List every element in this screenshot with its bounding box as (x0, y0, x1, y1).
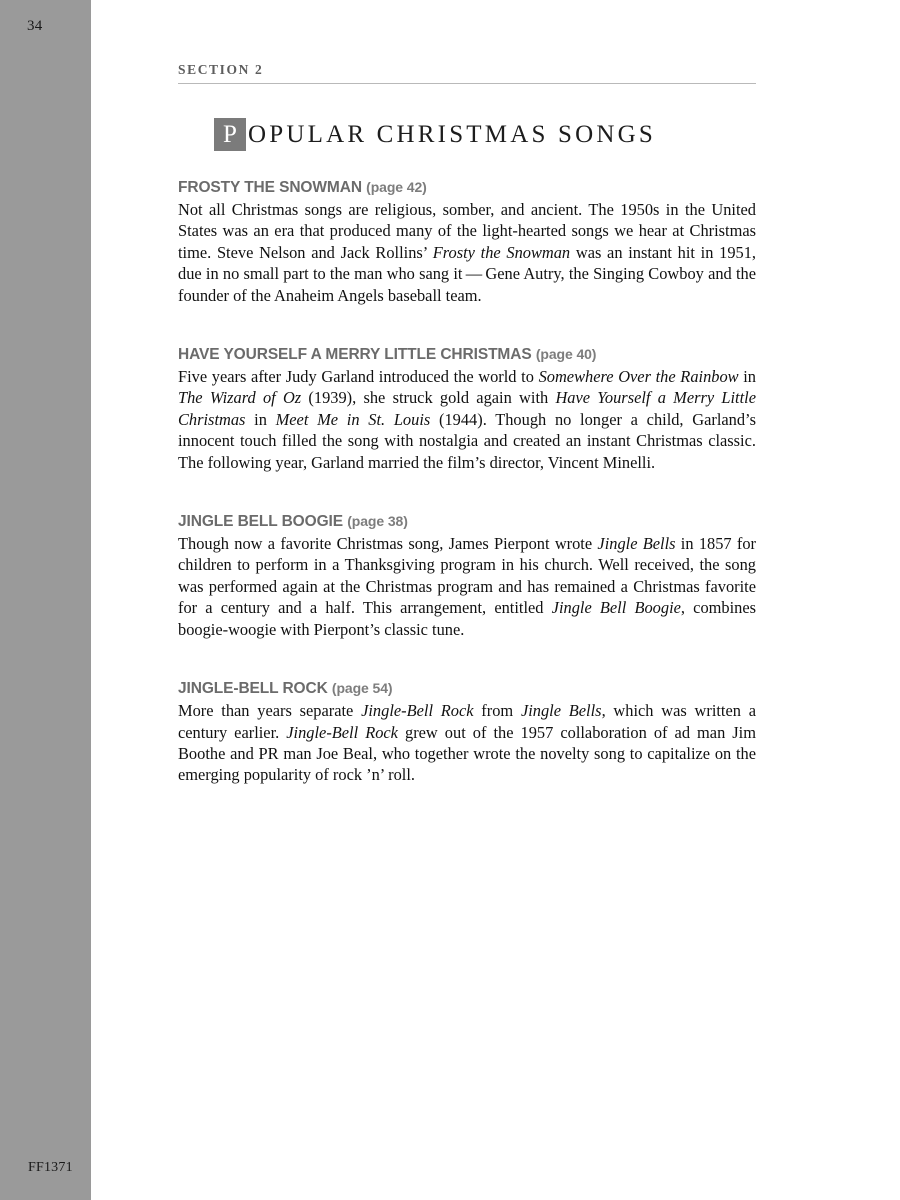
page-gutter-bar (0, 0, 91, 1200)
song-title: FROSTY THE SNOWMAN (178, 179, 362, 196)
song-title: HAVE YOURSELF A MERRY LITTLE CHRISTMAS (178, 346, 532, 364)
song-entry-heading (178, 513, 756, 531)
title-text: OPULAR CHRISTMAS SONGS (248, 121, 656, 148)
entry-spacer (178, 328, 756, 346)
header-rule (178, 83, 756, 84)
song-title: JINGLE-BELL ROCK (178, 680, 328, 698)
song-page-ref: (page 38) (347, 513, 408, 530)
song-entry (178, 513, 756, 640)
song-entry (178, 680, 756, 786)
song-entry-heading (178, 680, 756, 698)
song-page-ref: (page 42) (366, 179, 427, 195)
song-entry-heading (178, 346, 756, 364)
song-description: Five years after Judy Garland introduced the world to Somewhere Over the Rainbow in The Wizard of Oz (1939), she struck gold again with Have Yourself a Merry Little Christmas in Meet Me in St. Louis (1944). Though no longer a child, Garland’s innocent touch filled the song with nostalgia and created an instant Christmas classic. The following year, Garland married the film’s director, Vincent Minelli. (178, 367, 757, 472)
page-number-top: 34 (27, 18, 43, 34)
page-content (178, 62, 756, 808)
song-page-ref: (page 40) (535, 346, 597, 363)
section-label: SECTION 2 (178, 62, 264, 77)
page-title (214, 118, 756, 151)
title-dropcap: P (214, 118, 246, 151)
song-entry (178, 179, 756, 306)
publisher-code: FF1371 (28, 1160, 73, 1175)
song-description: Not all Christmas songs are religious, somber, and ancient. The 1950s in the United States was an era that produced many of the light-hearted songs we hear at Christmas time. Steve Nelson and Jack Rollins’ Frosty the Snowman was an instant hit in 1951, due in no small part to the man who sang it — Gene Autry, the Singing Cowboy and the founder of the Anaheim Angels baseball team. (178, 200, 757, 305)
song-title: JINGLE BELL BOOGIE (178, 513, 343, 531)
song-page-ref: (page 54) (331, 680, 393, 697)
song-entry (178, 346, 756, 473)
entry-spacer (178, 662, 756, 680)
song-entry-heading (178, 179, 756, 197)
entry-spacer (178, 495, 756, 513)
song-description: Though now a favorite Christmas song, James Pierpont wrote Jingle Bells in 1857 for children to perform in a Thanksgiving program in his church. Well received, the song was performed again at the Christmas program and has remained a Christmas favorite for a century and a half. This arrangement, entitled Jingle Bell Boogie, combines boogie-woogie with Pierpont’s classic tune. (178, 534, 757, 639)
song-description: More than years separate Jingle-Bell Rock from Jingle Bells, which was written a century earlier. Jingle-Bell Rock grew out of the 1957 collaboration of ad man Jim Boothe and PR man Joe Beal, who together wrote the novelty song to capitalize on the emerging popularity of rock ’n’ roll. (178, 701, 757, 785)
